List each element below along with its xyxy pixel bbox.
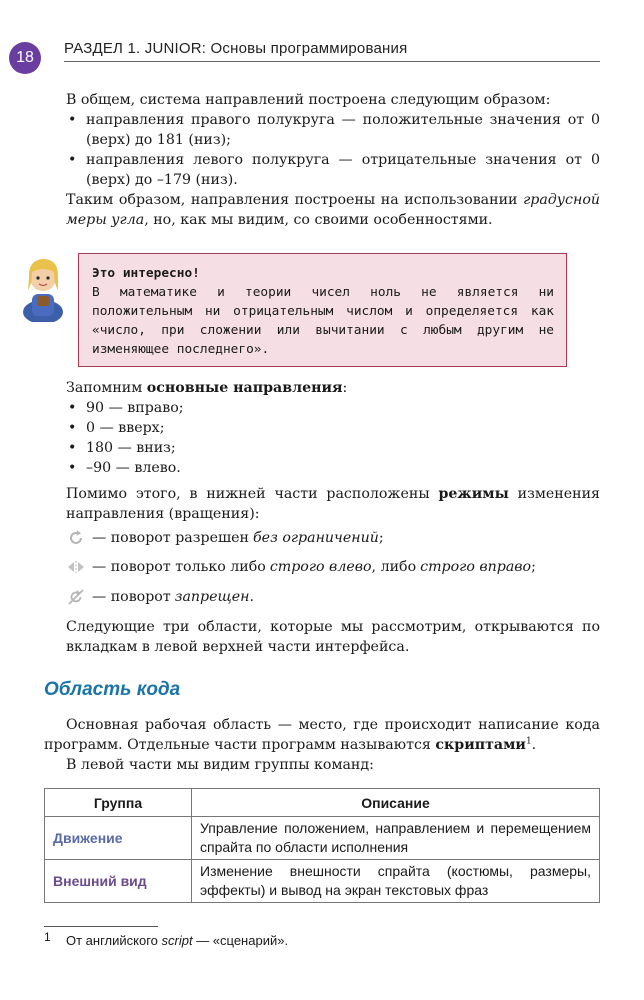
footnote-divider [44,926,158,927]
list-item: • –90 — влево. [66,458,600,478]
code-area-text [44,715,600,775]
interesting-note [78,253,567,367]
mode-row-all-around: — поворот разрешен без ограничений ; [66,527,384,549]
mode-row-no-rotate: — поворот запрещен . [66,586,254,608]
modes-lead: Помимо этого, в нижней части расположены режимы изменения направления (вращения): [66,486,600,522]
modes-after: Следующие три области, которые мы рассмотрим, открываются по вкладкам в левой верхней части интерфейса. [66,619,600,655]
table-header-row [45,789,600,817]
note-body: В математике и теории чисел ноль не является ни положительным ни отрицательным числом и определяется как «число, при сложении или вычитании с любым другим не изменяющее последнего». [92,285,554,357]
no-rotate-icon [66,587,86,607]
note-title: Это интересно! [92,266,200,281]
running-head: РАЗДЕЛ 1. JUNIOR: Основы программирования [64,40,408,57]
rotate-all-around-icon [66,528,86,548]
column-header-description: Описание [192,789,600,817]
list-item: • 0 — вверх; [66,418,600,438]
group-cell: Движение [45,817,192,860]
description-cell: Изменение внешности спрайта (костюмы, размеры, эффекты) и вывод на экран текстовых фраз [192,860,600,903]
description-cell: Управление положением, направлением и перемещением спрайта по области исполнения [192,817,600,860]
intro-lead: В общем, система направлений построена следующим образом: [66,92,551,108]
code-area-para2: В левой части мы видим группы команд: [66,757,374,773]
list-item: • 180 — вниз; [66,438,600,458]
code-area-para1: Основная рабочая область — место, где происходит написание кода программ. Отдельные части программ называются скриптами$^1$. [44,717,600,753]
left-right-icon [66,557,86,577]
footnote-number: 1 [44,930,51,944]
command-groups-table [44,788,600,903]
list-item: • 90 — вправо; [66,398,600,418]
directions-section [66,378,600,524]
directions-list [66,398,600,478]
list-item: • направления левого полукруга — отрицательные значения от 0 (верх) до –179 (низ). [66,150,600,190]
group-cell: Внешний вид [45,860,192,903]
intro-summary: Таким образом, направления построены на использовании градусной меры угла, но, как мы видим, со своими особенностями. [66,192,600,228]
page-number-badge [9,42,41,74]
mode-row-left-right: — поворот только либо строго влево , либо строго вправо ; [66,556,536,578]
page-number: 18 [16,49,34,66]
table-row [45,817,600,860]
intro-section [66,90,600,230]
directions-lead: Запомним основные направления: [66,380,348,396]
header-divider [64,61,600,62]
girl-character-icon [18,250,68,322]
column-header-group: Группа [45,789,192,817]
footnote-text: От английского script — «сценарий». [66,933,289,948]
intro-bullets [66,110,600,190]
section-heading: Область кода [44,679,181,700]
table-row [45,860,600,903]
list-item: • направления правого полукруга — положительные значения от 0 (верх) до 181 (низ); [66,110,600,150]
